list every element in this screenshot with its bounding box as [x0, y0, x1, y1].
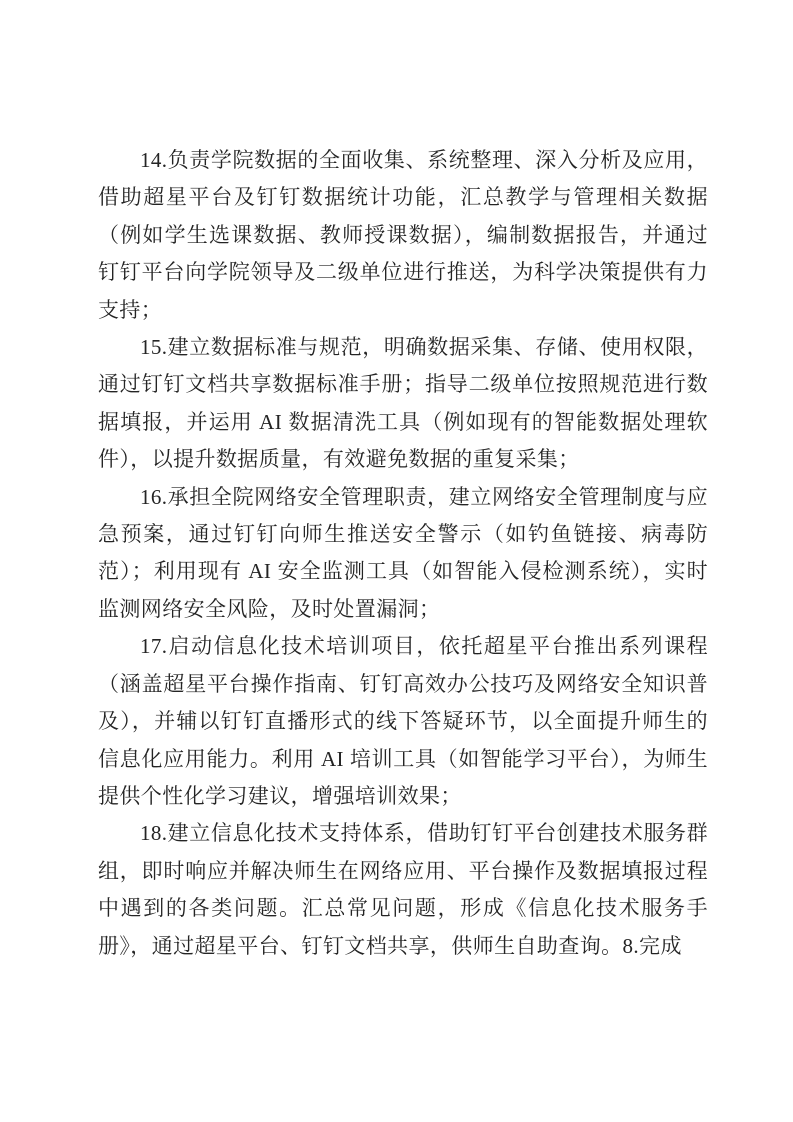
- paragraph-item-18: 18.建立信息化技术支持体系，借助钉钉平台创建技术服务群组，即时响应并解决师生在网络应用、平台操作及数据填报过程中遇到的各类问题。汇总常见问题，形成《信息化技术服务手册》，通过超星平台、钉钉文档共享，供师生自助查询。8.完成: [98, 821, 708, 958]
- paragraph-item-17: 17.启动信息化技术培训项目，依托超星平台推出系列课程（涵盖超星平台操作指南、钉钉高效办公技巧及网络安全知识普及），并辅以钉钉直播形式的线下答疑环节，以全面提升师生的信息化应用能力。利用 AI 培训工具（如智能学习平台），为师生提供个性化学习建议，增强培训效果；: [98, 634, 708, 808]
- document-text-block: [98, 142, 708, 965]
- paragraph-item-16: 16.承担全院网络安全管理职责，建立网络安全管理制度与应急预案，通过钉钉向师生推送安全警示（如钓鱼链接、病毒防范）；利用现有 AI 安全监测工具（如智能入侵检测系统），实时监测网络安全风险，及时处置漏洞；: [98, 484, 708, 621]
- paragraph-item-15: 15.建立数据标准与规范，明确数据采集、存储、使用权限，通过钉钉文档共享数据标准手册；指导二级单位按照规范进行数据填报，并运用 AI 数据清洗工具（例如现有的智能数据处理软件），以提升数据质量，有效避免数据的重复采集；: [98, 335, 708, 472]
- paragraph-item-14: 14.负责学院数据的全面收集、系统整理、深入分析及应用，借助超星平台及钉钉数据统计功能，汇总教学与管理相关数据（例如学生选课数据、教师授课数据），编制数据报告，并通过钉钉平台向学院领导及二级单位进行推送，为科学决策提供有力支持；: [98, 148, 708, 322]
